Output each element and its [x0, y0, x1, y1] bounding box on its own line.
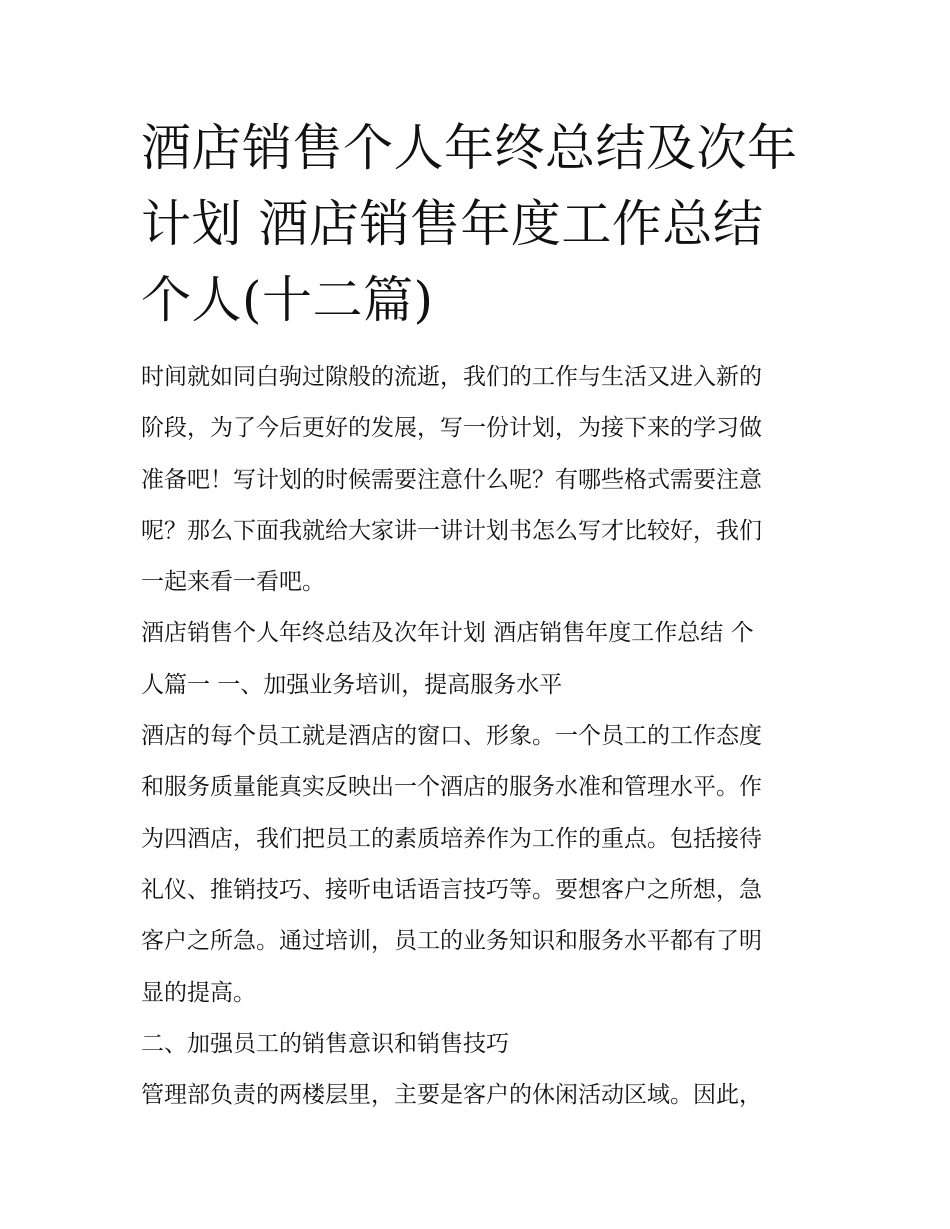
subheading-line: 二、加强员工的销售意识和销售技巧 — [141, 1030, 509, 1057]
paragraph-line: 显的提高。 — [141, 979, 256, 1006]
title-line: 计划 酒店销售年度工作总结 — [141, 195, 764, 253]
document-body — [141, 352, 813, 1121]
section-heading-line: 人篇一 一、加强业务培训，提高服务水平 — [141, 671, 563, 698]
title-line: 酒店销售个人年终总结及次年 — [141, 119, 798, 177]
document-page — [141, 110, 813, 1121]
intro-line: 阶段，为了今后更好的发展，写一份计划，为接下来的学习做 — [141, 415, 762, 442]
section-heading-line: 酒店销售个人年终总结及次年计划 酒店销售年度工作总结 个 — [141, 620, 754, 647]
document-title — [141, 110, 813, 338]
paragraph-line: 和服务质量能真实反映出一个酒店的服务水准和管理水平。作 — [141, 774, 762, 801]
intro-line: 准备吧！写计划的时候需要注意什么呢？有哪些格式需要注意 — [141, 466, 762, 493]
title-line: 个人(十二篇) — [141, 271, 434, 329]
paragraph-line: 客户之所急。通过培训，员工的业务知识和服务水平都有了明 — [141, 928, 762, 955]
paragraph-line: 酒店的每个员工就是酒店的窗口、形象。一个员工的工作态度 — [141, 723, 762, 750]
intro-line: 呢？那么下面我就给大家讲一讲计划书怎么写才比较好，我们 — [141, 517, 762, 544]
intro-line: 时间就如同白驹过隙般的流逝，我们的工作与生活又进入新的 — [141, 364, 762, 390]
intro-line: 一起来看一看吧。 — [141, 569, 325, 596]
paragraph-line: 管理部负责的两楼层里，主要是客户的休闲活动区域。因此， — [141, 1082, 762, 1109]
paragraph-line: 礼仪、推销技巧、接听电话语言技巧等。要想客户之所想，急 — [141, 876, 762, 903]
paragraph-line: 为四酒店，我们把员工的素质培养作为工作的重点。包括接待 — [141, 825, 762, 852]
